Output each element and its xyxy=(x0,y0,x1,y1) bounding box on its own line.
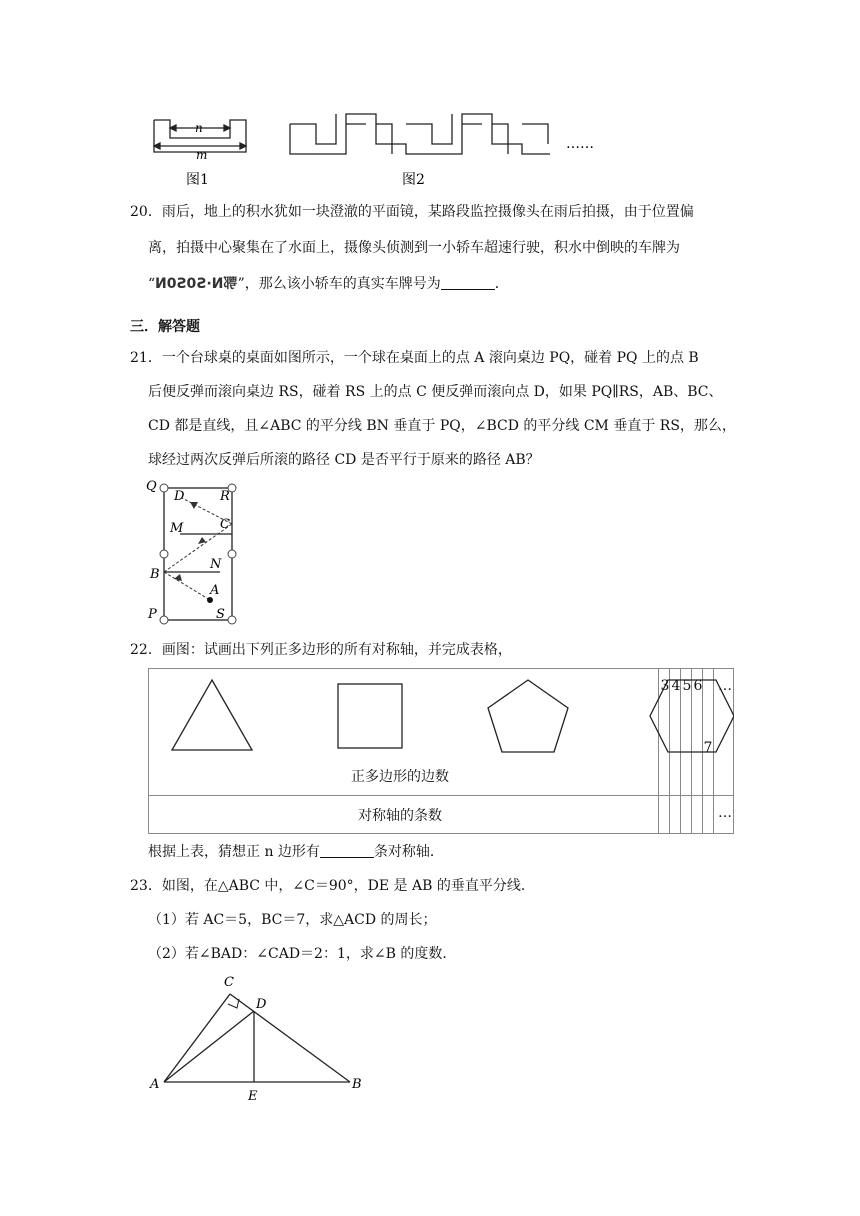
top-figures xyxy=(140,108,610,190)
section-title: 三．解答题 xyxy=(130,319,200,335)
label-S: S xyxy=(216,607,225,622)
label-m: m xyxy=(196,148,208,162)
q20-line-2: 离，拍摄中心聚集在了水面上，摄像头侦测到一小轿车超速行驶，积水中倒映的车牌为 xyxy=(148,240,680,256)
q22-conclusion-suffix: 条对称轴． xyxy=(373,844,444,860)
q22-answer-blank[interactable] xyxy=(320,843,374,858)
pentagon-shape xyxy=(488,680,568,752)
q21-line-1: 21．一个台球桌的桌面如图所示，一个球在桌面上的点 A 滚向桌边 PQ，碰着 PQ 上的点 B xyxy=(130,350,699,366)
label-C: C xyxy=(220,517,230,532)
label-M: M xyxy=(170,521,184,536)
q22-conclusion xyxy=(148,842,444,862)
label-B: B xyxy=(150,567,160,582)
label-N: N xyxy=(210,557,222,572)
label-P: P xyxy=(148,607,157,622)
q22-line-1: 22．画图：试画出下列正多边形的所有对称轴，并完成表格， xyxy=(130,642,512,658)
table-row1-label: 正多边形的边数 xyxy=(351,769,449,785)
label-A: A xyxy=(210,583,220,598)
label-D: D xyxy=(174,489,185,504)
figure-2 xyxy=(290,114,550,154)
reflected-plate: 鄂N·S0S0N xyxy=(155,276,238,292)
label-C: C xyxy=(224,975,234,990)
q21-line-3: CD 都是直线，且∠ABC 的平分线 BN 垂直于 PQ，∠BCD 的平分线 CM 垂直于 RS，那么， xyxy=(148,418,736,434)
label-R: R xyxy=(220,489,230,504)
q23-part-1: （1）若 AC＝5，BC＝7，求△ACD 的周长； xyxy=(148,912,437,928)
q20-line-1: 20．雨后，地上的积水犹如一块澄澈的平面镜，某路段监控摄像头在雨后拍摄，由于位置偏 xyxy=(130,204,694,220)
table-num-3: 3 xyxy=(660,678,670,694)
table-num-6: 6 xyxy=(693,678,703,694)
q20-line-3 xyxy=(148,274,509,294)
label-E: E xyxy=(248,1089,258,1104)
q20-quote-open: “ xyxy=(148,276,156,292)
square-shape xyxy=(338,684,402,748)
q20-answer-blank[interactable] xyxy=(441,275,495,290)
label-B: B xyxy=(352,1077,362,1092)
q20-line-3-text: ”，那么该小轿车的真实车牌号为 xyxy=(237,276,441,292)
triangle-abc-figure xyxy=(140,972,380,1104)
label-n: n xyxy=(195,121,203,135)
q20-period: ． xyxy=(494,276,509,292)
figure-2-ellipsis: …… xyxy=(566,136,594,152)
q23-line-1: 23．如图，在△ABC 中，∠C＝90°，DE 是 AB 的垂直平分线． xyxy=(130,878,535,894)
billiard-table-figure xyxy=(140,476,250,626)
figure-2-caption: 图2 xyxy=(402,172,425,188)
table-num-7: 7 xyxy=(703,740,713,756)
q21-line-4: 球经过两次反弹后所滚的路径 CD 是否平行于原来的路径 AB？ xyxy=(148,452,540,468)
table-num-5: 5 xyxy=(682,678,692,694)
q21-line-2: 后便反弹而滚向桌边 RS，碰着 RS 上的点 C 便反弹而滚向点 D，如果 PQ∥RS，AB、BC、 xyxy=(148,384,723,400)
label-A: A xyxy=(150,1077,160,1092)
triangle-shape xyxy=(172,680,252,750)
label-Q: Q xyxy=(146,479,157,494)
table-row2-label: 对称轴的条数 xyxy=(358,808,442,824)
q23-part-2: （2）若∠BAD：∠CAD＝2：1，求∠B 的度数． xyxy=(148,946,457,962)
figure-1-caption: 图1 xyxy=(186,172,209,188)
table-num-ellipsis: … xyxy=(718,678,732,694)
table-row2-ellipsis: … xyxy=(718,805,732,821)
q22-conclusion-prefix: 根据上表，猜想正 n 边形有 xyxy=(148,844,320,860)
table-num-4: 4 xyxy=(671,678,681,694)
label-D: D xyxy=(256,997,267,1012)
